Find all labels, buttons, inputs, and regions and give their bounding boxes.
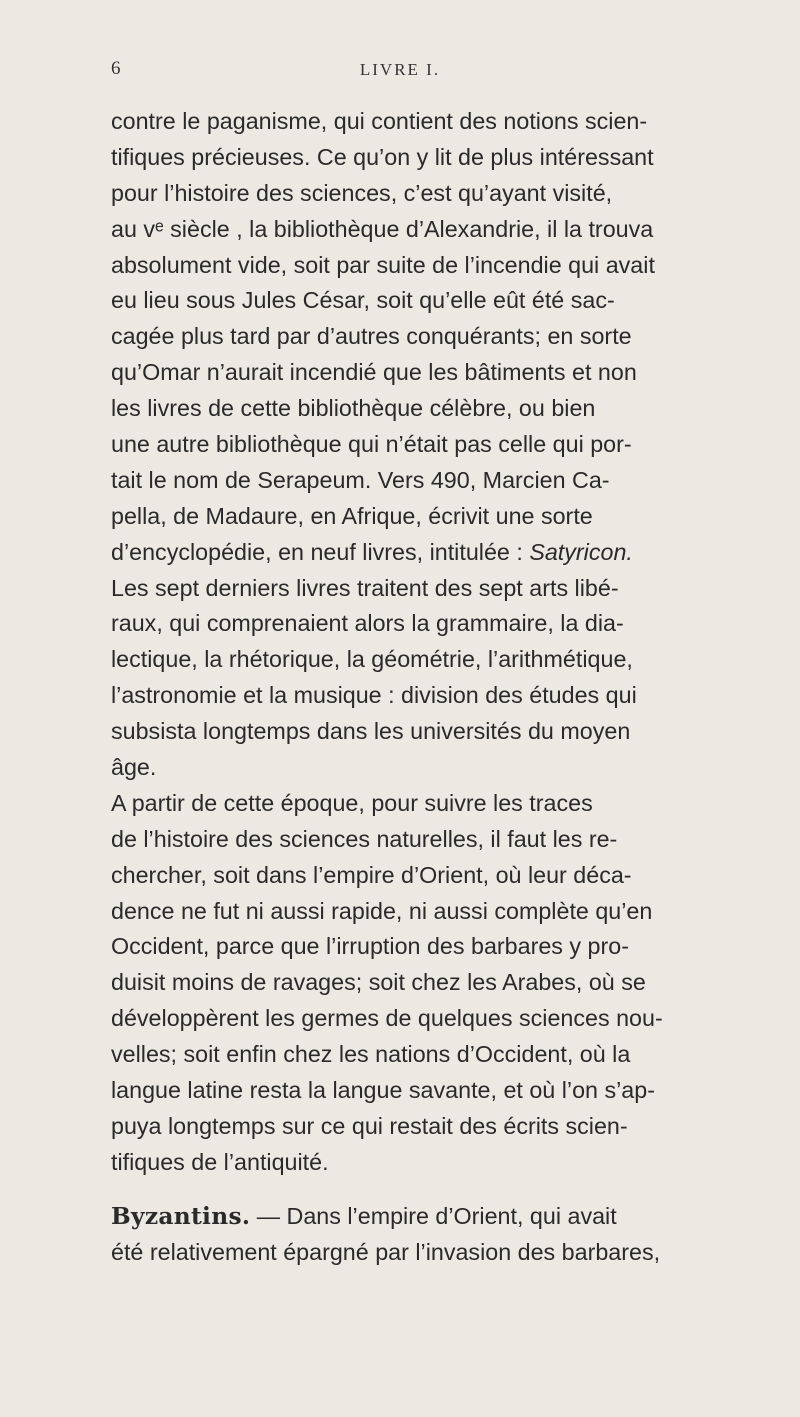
text-line: Occident, parce que l’irruption des barbares y pro- [111, 933, 629, 960]
text-line: absolument vide, soit par suite de l’incendie qui avait [111, 251, 655, 278]
page-number: 6 [111, 58, 121, 79]
section-heading: Byzantins. [111, 1202, 251, 1230]
book-title: Satyricon. [529, 538, 633, 565]
text-line: lectique, la rhétorique, la géométrie, l’arithmétique, [111, 646, 633, 673]
text-line: contre le paganisme, qui contient des notions scien- [111, 108, 648, 134]
text-line: tifiques de l’antiquité. [111, 1148, 329, 1175]
page-text [111, 104, 689, 1271]
text-line: eu lieu sous Jules César, soit qu’elle eût été sac- [111, 287, 615, 314]
text-line: chercher, soit dans l’empire d’Orient, où leur déca- [111, 861, 632, 888]
text-line-start: d’encyclopédie, en neuf livres, intitulée : [111, 538, 523, 565]
text-line: langue latine resta la langue savante, et où l’on s’ap- [111, 1077, 655, 1104]
text-line: dence ne fut ni aussi rapide, ni aussi complète qu’en [111, 897, 653, 924]
text-line: une autre bibliothèque qui n’était pas celle qui por- [111, 431, 632, 458]
text-line: pella, de Madaure, en Afrique, écrivit une sorte [111, 502, 593, 529]
text-line: âge. [111, 754, 157, 781]
text-line-rest: — Dans l’empire d’Orient, qui avait [250, 1202, 617, 1229]
text-line: Les sept derniers livres traitent des sept arts libé- [111, 574, 619, 601]
text-line [111, 1199, 689, 1235]
text-line: été relativement épargné par l’invasion des barbares, [111, 1238, 661, 1265]
running-title: LIVRE I. [359, 60, 441, 79]
text-line: velles; soit enfin chez les nations d’Occident, où la [111, 1041, 631, 1068]
text-line: de l’histoire des sciences naturelles, il faut les re- [111, 825, 618, 852]
text-line: tait le nom de Serapeum. Vers 490, Marcien Ca- [111, 466, 610, 493]
text-line: pour l’histoire des sciences, c’est qu’ayant visité, [111, 179, 613, 206]
text-line: au vᵉ siècle , la bibliothèque d’Alexandrie, il la trouva [111, 215, 654, 242]
text-line: puya longtemps sur ce qui restait des écrits scien- [111, 1112, 628, 1139]
text-line: raux, qui comprenaient alors la grammaire, la dia- [111, 610, 624, 637]
text-line: subsista longtemps dans les universités du moyen [111, 718, 631, 745]
text-line: les livres de cette bibliothèque célèbre, ou bien [111, 395, 596, 422]
text-line [111, 535, 689, 571]
text-line: qu’Omar n’aurait incendié que les bâtiments et non [111, 359, 637, 386]
text-line: l’astronomie et la musique : division des études qui [111, 682, 637, 709]
text-line: duisit moins de ravages; soit chez les Arabes, où se [111, 969, 646, 996]
text-line: A partir de cette époque, pour suivre les traces [111, 789, 593, 816]
text-line: cagée plus tard par d’autres conquérants; en sorte [111, 323, 632, 350]
text-line: développèrent les germes de quelques sciences nou- [111, 1005, 663, 1032]
paragraph-gap [111, 1181, 689, 1199]
text-line: tifiques précieuses. Ce qu’on y lit de plus intéressant [111, 143, 654, 170]
